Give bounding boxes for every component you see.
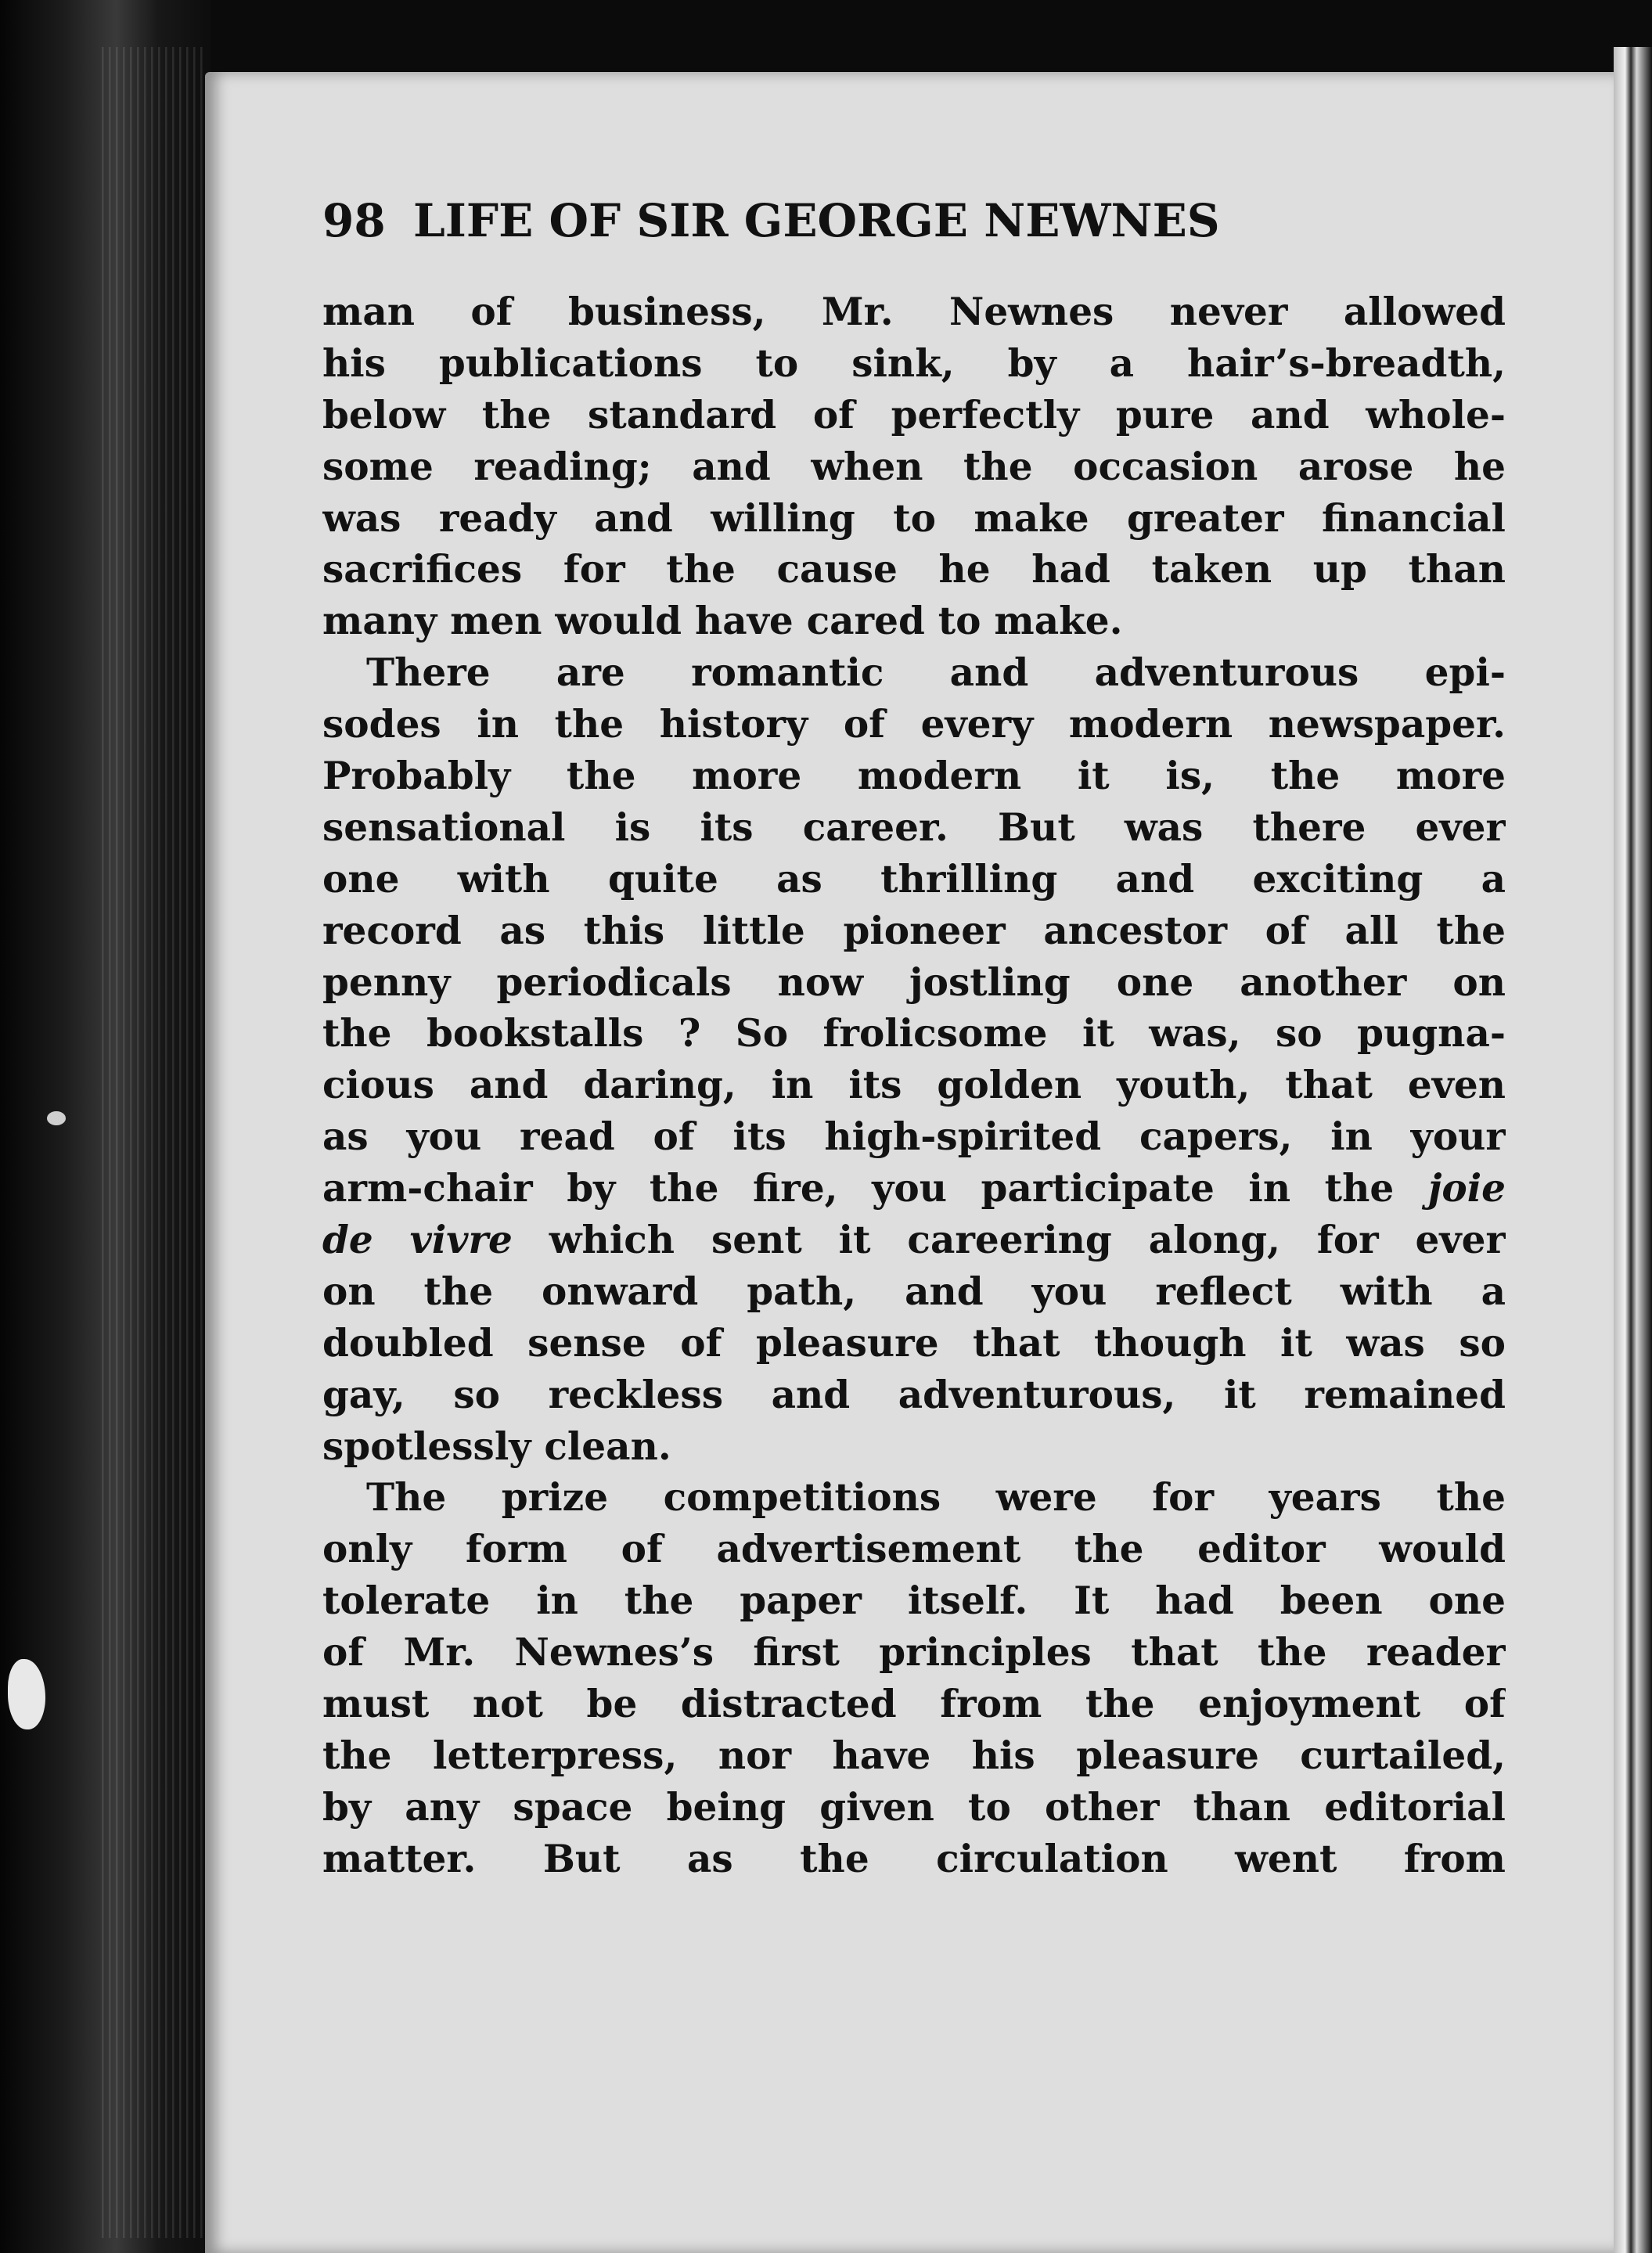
text-line: doubled sense of pleasure that though it was so	[322, 1320, 1506, 1366]
text-line: penny periodicals now jostling one another on	[322, 959, 1506, 1005]
page-number: 98	[322, 194, 386, 247]
text-line: the letterpress, nor have his pleasure curtailed,	[322, 1733, 1506, 1778]
text-line: on the onward path, and you reflect with a	[322, 1269, 1506, 1314]
text-line: must not be distracted from the enjoyment of	[322, 1682, 1506, 1727]
text-line: The prize competitions were for years the	[366, 1475, 1506, 1521]
text-line: the bookstalls ? So frolicsome it was, so pugna-	[322, 1011, 1506, 1056]
text-line: some reading; and when the occasion arose he	[322, 444, 1506, 489]
running-title: LIFE OF SIR GEORGE NEWNES	[413, 194, 1220, 247]
text-line: sensational is its career. But was there ever	[322, 804, 1506, 850]
body-text	[322, 286, 1506, 1885]
text-line: matter. But as the circulation went from	[322, 1836, 1506, 1881]
page-edge-right	[1614, 47, 1652, 2253]
scan-artifact-small	[47, 1111, 66, 1125]
text-line: There are romantic and adventurous epi-	[366, 650, 1506, 696]
text-line: as you read of its high-spirited capers, in your	[322, 1114, 1506, 1160]
text-line: record as this little pioneer ancestor of all the	[322, 908, 1506, 953]
spine-texture	[102, 47, 203, 2238]
text-line: spotlessly clean.	[322, 1423, 671, 1469]
text-line-start: arm-chair by the fire, you participate in the	[322, 1166, 1395, 1211]
text-line: only form of advertisement the editor would	[322, 1527, 1506, 1572]
text-line: one with quite as thrilling and exciting a	[322, 856, 1506, 902]
text-line: tolerate in the paper itself. It had been one	[322, 1578, 1506, 1624]
text-line	[322, 1163, 1506, 1215]
text-line: was ready and willing to make greater financial	[322, 495, 1506, 541]
text-line-rest: which sent it careering along, for ever	[512, 1218, 1506, 1263]
text-line: gay, so reckless and adventurous, it remained	[322, 1372, 1506, 1417]
italic-phrase: de vivre	[322, 1218, 513, 1263]
text-line: of Mr. Newnes’s first principles that the reader	[322, 1630, 1506, 1675]
text-line: by any space being given to other than editorial	[322, 1784, 1506, 1830]
running-head	[322, 194, 1465, 257]
text-line: cious and daring, in its golden youth, that even	[322, 1063, 1506, 1108]
italic-phrase: joie	[1427, 1166, 1506, 1211]
text-line: Probably the more modern it is, the more	[322, 754, 1506, 799]
text-line: his publications to sink, by a hair’s-breadth,	[322, 340, 1506, 386]
text-line: many men would have cared to make.	[322, 599, 1123, 644]
text-line: sodes in the history of every modern newspaper.	[322, 702, 1506, 747]
text-line: below the standard of perfectly pure and whole-	[322, 392, 1506, 437]
text-line	[322, 1215, 1506, 1266]
text-line: man of business, Mr. Newnes never allowed	[322, 290, 1506, 334]
text-line: sacrifices for the cause he had taken up than	[322, 547, 1506, 592]
